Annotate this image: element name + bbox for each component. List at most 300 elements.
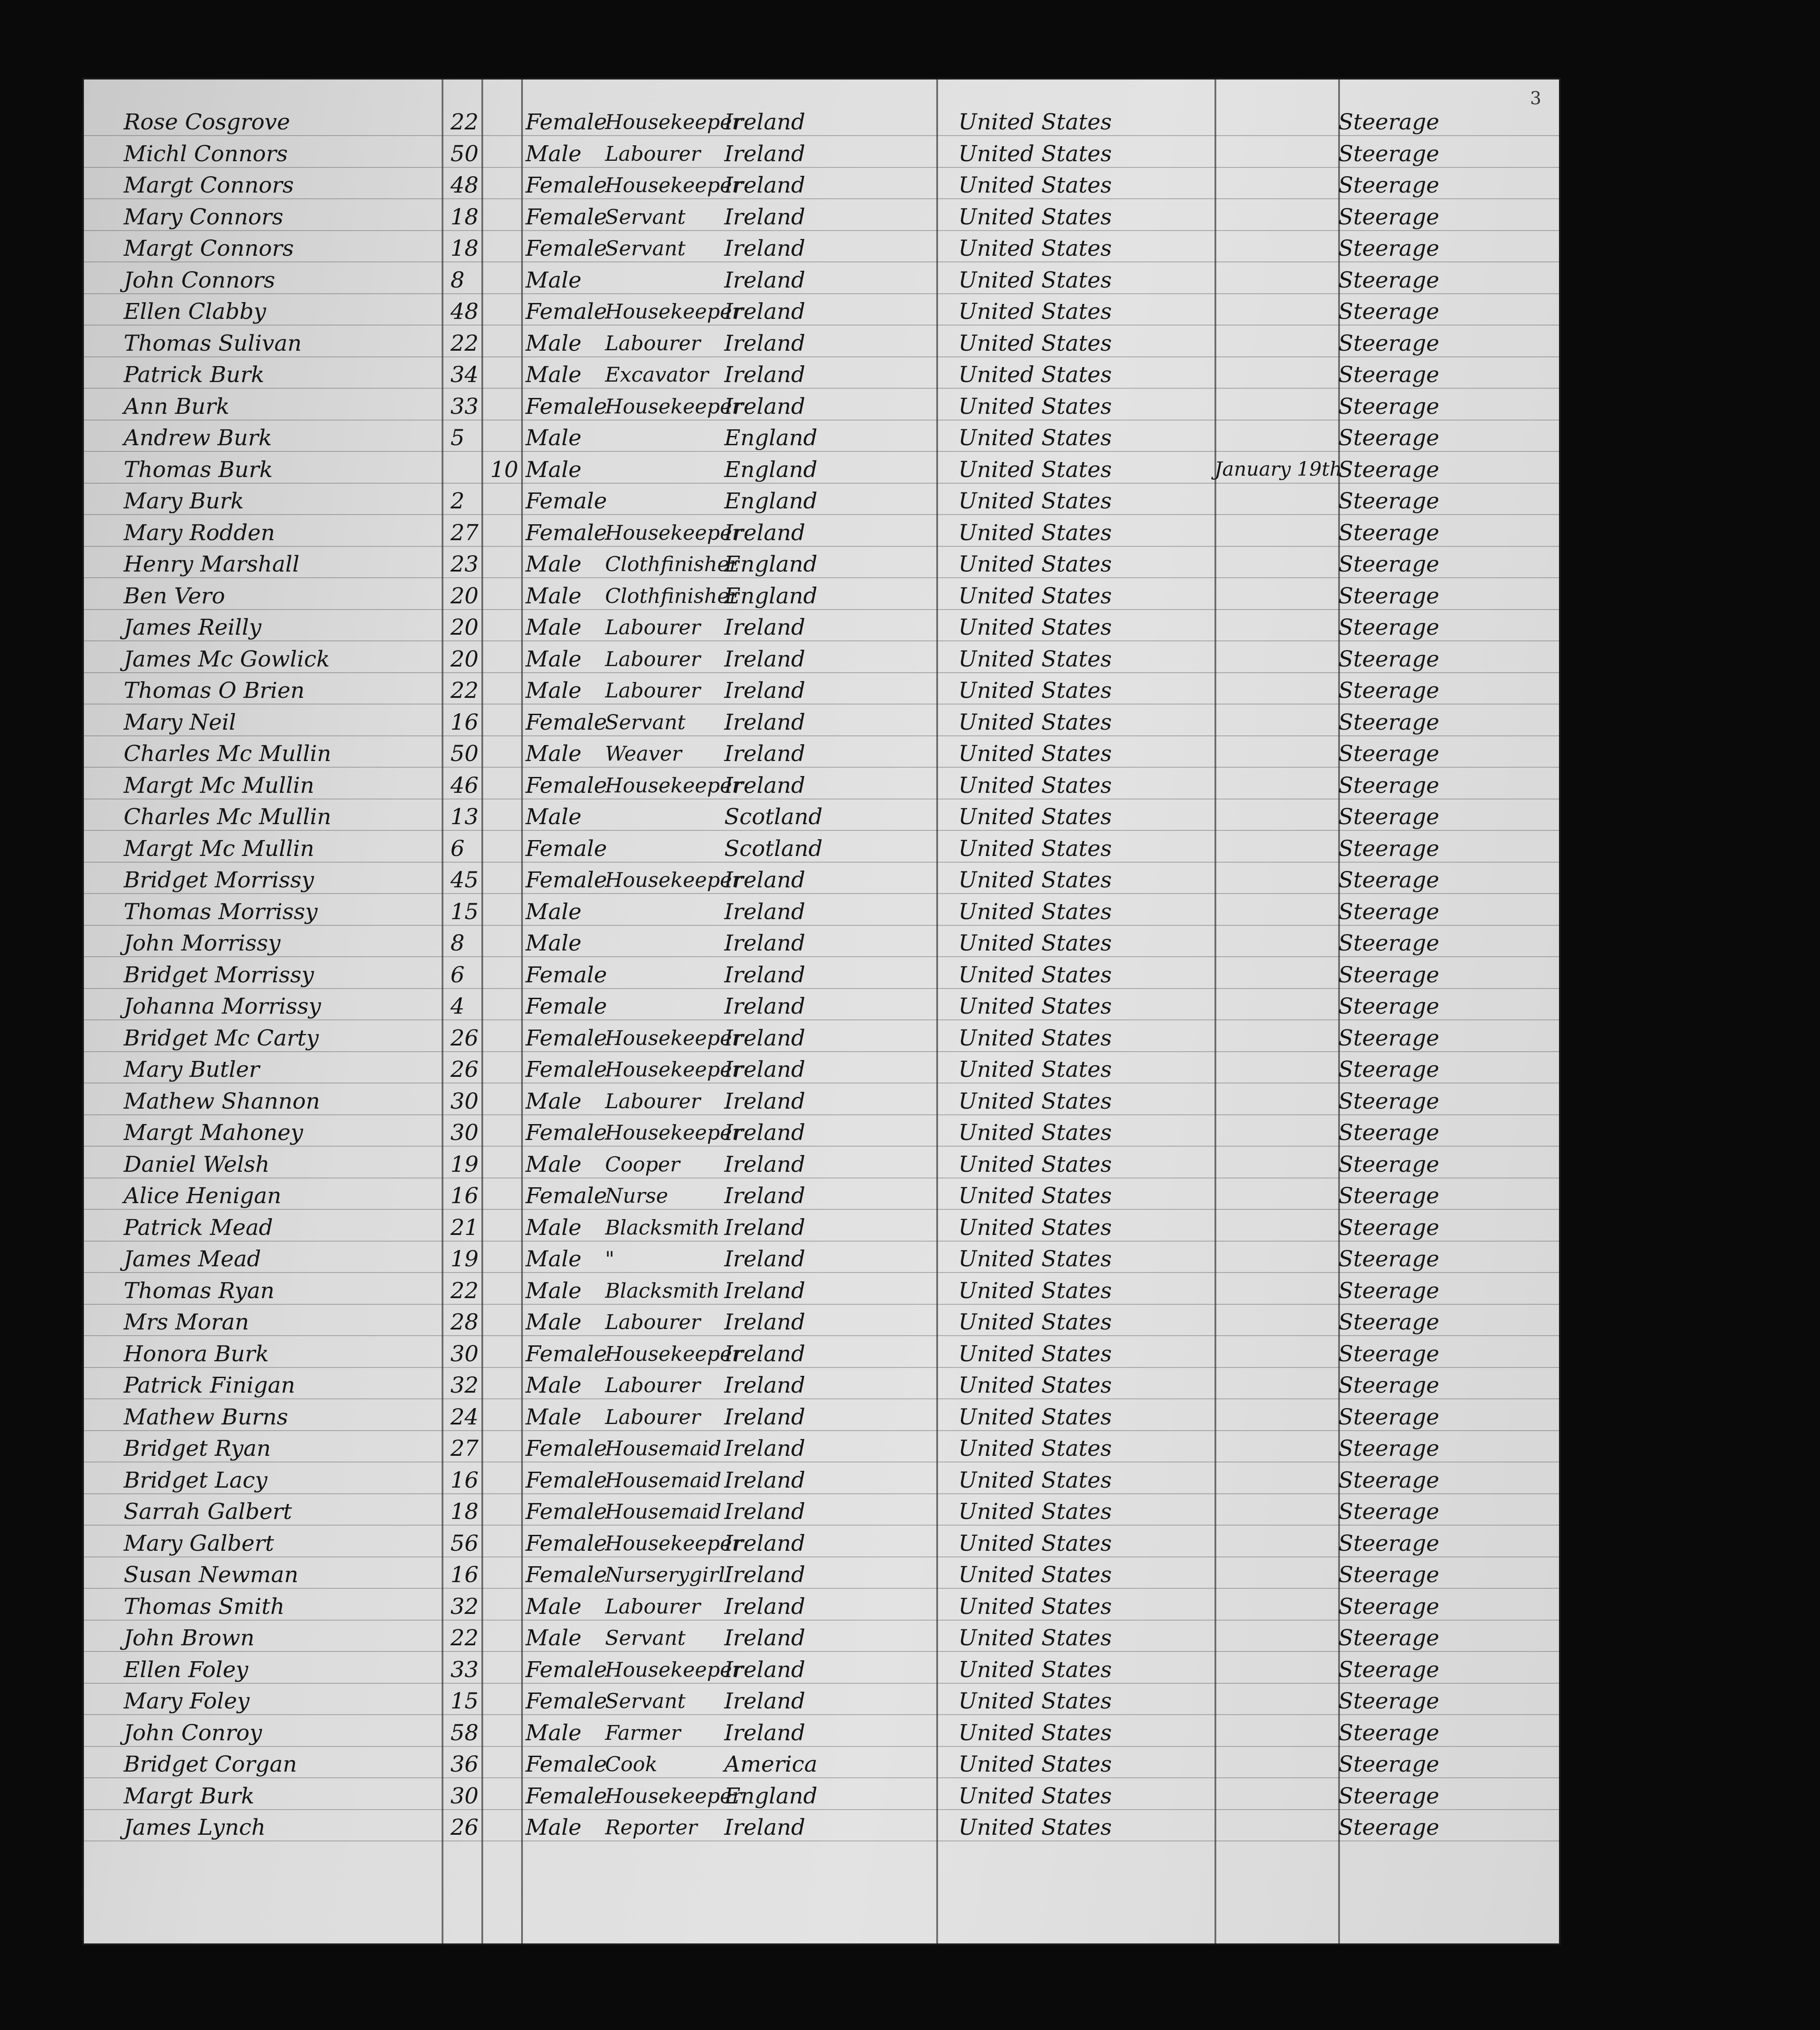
country-to-cell: United States xyxy=(958,1625,1112,1651)
class-cell: Steerage xyxy=(1338,330,1439,356)
country-from-cell: Ireland xyxy=(724,1277,806,1303)
sex-cell: Female xyxy=(526,204,607,230)
passenger-name-cell: Thomas Burk xyxy=(124,456,273,482)
country-from-cell: England xyxy=(724,425,817,451)
sex-cell: Male xyxy=(526,1372,582,1398)
country-to-cell: United States xyxy=(958,772,1112,798)
age-cell: 28 xyxy=(450,1309,479,1335)
ruled-line xyxy=(84,198,1559,199)
table-row xyxy=(84,295,1559,327)
ruled-line xyxy=(84,167,1559,168)
table-row xyxy=(84,138,1559,170)
sex-cell: Male xyxy=(526,1625,582,1651)
class-cell: Steerage xyxy=(1338,267,1439,293)
country-to-cell: United States xyxy=(958,204,1112,230)
passenger-name-cell: Patrick Burk xyxy=(124,362,265,387)
sex-cell: Male xyxy=(526,930,582,956)
class-cell: Steerage xyxy=(1338,709,1439,735)
sex-cell: Female xyxy=(526,1688,607,1714)
occupation-cell: Housekeeper xyxy=(605,173,742,197)
country-to-cell: United States xyxy=(958,519,1112,545)
class-cell: Steerage xyxy=(1338,678,1439,703)
age-cell: 5 xyxy=(450,425,465,451)
age-cell: 22 xyxy=(450,109,479,135)
table-row xyxy=(84,327,1559,359)
country-from-cell: Ireland xyxy=(724,235,806,261)
ruled-line xyxy=(84,988,1559,989)
country-from-cell: England xyxy=(724,1783,817,1809)
ruled-line xyxy=(84,388,1559,389)
class-cell: Steerage xyxy=(1338,1593,1439,1619)
table-row xyxy=(84,1148,1559,1180)
passenger-name-cell: James Mead xyxy=(124,1246,261,1272)
class-cell: Steerage xyxy=(1338,1814,1439,1840)
sex-cell: Male xyxy=(526,614,582,640)
passenger-name-cell: Andrew Burk xyxy=(124,425,272,451)
age-cell: 15 xyxy=(450,898,479,924)
country-to-cell: United States xyxy=(958,1719,1112,1746)
class-cell: Steerage xyxy=(1338,772,1439,798)
passenger-name-cell: Mathew Shannon xyxy=(124,1088,320,1114)
sex-cell: Female xyxy=(526,172,607,198)
country-from-cell: England xyxy=(724,456,817,482)
occupation-cell: Labourer xyxy=(605,1594,700,1618)
class-cell: Steerage xyxy=(1338,1499,1439,1524)
country-to-cell: United States xyxy=(958,1341,1112,1367)
sex-cell: Male xyxy=(526,741,582,766)
ruled-line xyxy=(84,1809,1559,1810)
sex-cell: Female xyxy=(526,1499,607,1524)
country-to-cell: United States xyxy=(958,1688,1112,1714)
age-cell: 18 xyxy=(450,1499,479,1524)
ruled-line xyxy=(84,1525,1559,1526)
occupation-cell: Reporter xyxy=(605,1815,697,1839)
country-to-cell: United States xyxy=(958,993,1112,1019)
country-from-cell: Ireland xyxy=(724,109,806,135)
ruled-line xyxy=(84,767,1559,768)
class-cell: Steerage xyxy=(1338,1562,1439,1587)
country-to-cell: United States xyxy=(958,425,1112,451)
class-cell: Steerage xyxy=(1338,299,1439,324)
passenger-name-cell: Johanna Morrissy xyxy=(124,993,321,1019)
country-from-cell: Ireland xyxy=(724,1151,806,1177)
passenger-name-cell: Sarrah Galbert xyxy=(124,1499,292,1524)
passenger-name-cell: Ben Vero xyxy=(124,583,225,609)
age-cell: 26 xyxy=(450,1025,479,1051)
class-cell: Steerage xyxy=(1338,109,1439,135)
passenger-name-cell: Margt Mc Mullin xyxy=(124,835,314,861)
class-cell: Steerage xyxy=(1338,1277,1439,1303)
country-from-cell: Ireland xyxy=(724,519,806,545)
sex-cell: Male xyxy=(526,1088,582,1114)
passenger-name-cell: Daniel Welsh xyxy=(124,1151,270,1177)
class-cell: Steerage xyxy=(1338,1435,1439,1461)
passenger-name-cell: Mary Neil xyxy=(124,709,236,735)
table-row xyxy=(84,1622,1559,1654)
country-to-cell: United States xyxy=(958,898,1112,924)
class-cell: Steerage xyxy=(1338,1719,1439,1746)
table-row xyxy=(84,201,1559,233)
table-row xyxy=(84,1275,1559,1307)
country-to-cell: United States xyxy=(958,267,1112,293)
occupation-cell: " xyxy=(605,1247,615,1271)
class-cell: Steerage xyxy=(1338,993,1439,1019)
country-from-cell: Ireland xyxy=(724,1688,806,1714)
passenger-name-cell: Charles Mc Mullin xyxy=(124,741,331,766)
occupation-cell: Housekeeper xyxy=(605,1026,742,1050)
age-cell: 16 xyxy=(450,1562,479,1587)
occupation-cell: Housemaid xyxy=(605,1468,722,1492)
table-row xyxy=(84,643,1559,675)
age-cell: 2 xyxy=(450,488,465,514)
passenger-name-cell: John Connors xyxy=(124,267,275,293)
passenger-name-cell: Margt Mc Mullin xyxy=(124,772,314,798)
country-to-cell: United States xyxy=(958,678,1112,703)
ruled-line xyxy=(84,672,1559,673)
sex-cell: Male xyxy=(526,140,582,167)
country-from-cell: America xyxy=(724,1751,817,1777)
occupation-cell: Housekeeper xyxy=(605,1057,742,1081)
class-cell: Steerage xyxy=(1338,804,1439,829)
passenger-name-cell: Thomas Smith xyxy=(124,1593,285,1619)
age-cell: 46 xyxy=(450,772,479,798)
passenger-name-cell: Henry Marshall xyxy=(124,551,299,577)
country-to-cell: United States xyxy=(958,804,1112,829)
country-to-cell: United States xyxy=(958,1814,1112,1840)
occupation-cell: Housekeeper xyxy=(605,1657,742,1682)
age-cell: 50 xyxy=(450,140,479,167)
table-row xyxy=(84,1369,1559,1401)
passenger-name-cell: Michl Connors xyxy=(124,140,288,167)
ruled-line xyxy=(84,483,1559,484)
occupation-cell: Housekeeper xyxy=(605,1531,742,1555)
sex-cell: Female xyxy=(526,299,607,324)
passenger-name-cell: Thomas O Brien xyxy=(124,678,305,703)
sex-cell: Female xyxy=(526,109,607,135)
passenger-name-cell: James Reilly xyxy=(124,614,261,640)
sex-cell: Female xyxy=(526,962,607,988)
ruled-line xyxy=(84,830,1559,831)
ruled-line xyxy=(84,893,1559,894)
occupation-cell: Blacksmith xyxy=(605,1278,720,1303)
country-from-cell: Ireland xyxy=(724,1656,806,1682)
passenger-name-cell: Thomas Sulivan xyxy=(124,330,302,356)
sex-cell: Male xyxy=(526,1277,582,1303)
age-cell: 16 xyxy=(450,1183,479,1208)
country-from-cell: Ireland xyxy=(724,709,806,735)
passenger-name-cell: Bridget Corgan xyxy=(124,1751,297,1777)
ruled-line xyxy=(84,1114,1559,1115)
country-from-cell: England xyxy=(724,583,817,609)
country-from-cell: Scotland xyxy=(724,804,823,829)
table-row xyxy=(84,1717,1559,1749)
ruled-line xyxy=(84,1588,1559,1589)
ruled-line xyxy=(84,609,1559,610)
country-from-cell: Ireland xyxy=(724,772,806,798)
ruled-line xyxy=(84,451,1559,452)
sex-cell: Female xyxy=(526,772,607,798)
table-row xyxy=(84,264,1559,296)
ruled-line xyxy=(84,1272,1559,1273)
country-to-cell: United States xyxy=(958,930,1112,956)
country-to-cell: United States xyxy=(958,235,1112,261)
sex-cell: Female xyxy=(526,235,607,261)
occupation-cell: Clothfinisher xyxy=(605,583,739,608)
table-row xyxy=(84,1464,1559,1496)
occupation-cell: Housekeeper xyxy=(605,1341,742,1366)
country-to-cell: United States xyxy=(958,741,1112,766)
occupation-cell: Housekeeper xyxy=(605,299,742,323)
passenger-name-cell: Bridget Lacy xyxy=(124,1467,268,1493)
passenger-name-cell: Margt Connors xyxy=(124,235,294,261)
ruled-line xyxy=(84,356,1559,357)
age-cell: 27 xyxy=(450,519,479,545)
passenger-name-cell: Bridget Morrissy xyxy=(124,962,314,988)
country-from-cell: Ireland xyxy=(724,1372,806,1398)
class-cell: Steerage xyxy=(1338,835,1439,861)
table-row xyxy=(84,833,1559,864)
class-cell: Steerage xyxy=(1338,1246,1439,1272)
country-from-cell: Ireland xyxy=(724,1025,806,1051)
occupation-cell: Labourer xyxy=(605,1373,700,1397)
country-to-cell: United States xyxy=(958,1372,1112,1398)
country-from-cell: Ireland xyxy=(724,1719,806,1746)
class-cell: Steerage xyxy=(1338,235,1439,261)
class-cell: Steerage xyxy=(1338,551,1439,577)
table-row xyxy=(84,1685,1559,1717)
ruled-line xyxy=(84,1304,1559,1305)
passenger-name-cell: John Morrissy xyxy=(124,930,281,956)
country-from-cell: Ireland xyxy=(724,867,806,893)
occupation-cell: Clothfinisher xyxy=(605,552,739,576)
passenger-name-cell: Bridget Ryan xyxy=(124,1435,271,1461)
occupation-cell: Blacksmith xyxy=(605,1215,720,1239)
occupation-cell: Labourer xyxy=(605,1310,700,1334)
age-cell: 16 xyxy=(450,1467,479,1493)
passenger-name-cell: Mathew Burns xyxy=(124,1404,288,1430)
sex-cell: Female xyxy=(526,1183,607,1208)
class-cell: Steerage xyxy=(1338,1025,1439,1051)
class-cell: Steerage xyxy=(1338,425,1439,451)
ruled-line xyxy=(84,293,1559,294)
sex-cell: Female xyxy=(526,1467,607,1493)
country-from-cell: England xyxy=(724,551,817,577)
table-row xyxy=(84,390,1559,422)
passenger-name-cell: Margt Connors xyxy=(124,172,294,198)
age-cell: 6 xyxy=(450,962,465,988)
ruled-line xyxy=(84,1746,1559,1747)
ruled-line xyxy=(84,1430,1559,1431)
sex-cell: Female xyxy=(526,1656,607,1682)
table-row xyxy=(84,1527,1559,1559)
country-from-cell: Ireland xyxy=(724,614,806,640)
sex-cell: Female xyxy=(526,1341,607,1367)
passenger-name-cell: Mrs Moran xyxy=(124,1309,249,1335)
table-row xyxy=(84,1780,1559,1812)
class-cell: Steerage xyxy=(1338,1404,1439,1430)
country-to-cell: United States xyxy=(958,456,1112,482)
table-row xyxy=(84,738,1559,769)
age-cell: 6 xyxy=(450,835,465,861)
occupation-cell: Housekeeper xyxy=(605,520,742,545)
passenger-name-cell: Patrick Finigan xyxy=(124,1372,295,1398)
age-cell: 20 xyxy=(450,583,479,609)
class-cell: Steerage xyxy=(1338,1530,1439,1556)
passenger-name-cell: Patrick Mead xyxy=(124,1214,273,1240)
age-cell: 56 xyxy=(450,1530,479,1556)
occupation-cell: Nurserygirl xyxy=(605,1563,725,1587)
class-cell: Steerage xyxy=(1338,1120,1439,1145)
occupation-cell: Housekeeper xyxy=(605,1121,742,1144)
passenger-name-cell: Mary Connors xyxy=(124,204,284,230)
country-from-cell: Ireland xyxy=(724,204,806,230)
country-from-cell: Ireland xyxy=(724,267,806,293)
occupation-cell: Cooper xyxy=(605,1152,680,1176)
country-from-cell: Ireland xyxy=(724,1562,806,1587)
class-cell: Steerage xyxy=(1338,1751,1439,1777)
age-cell: 18 xyxy=(450,235,479,261)
table-row xyxy=(84,1811,1559,1843)
occupation-cell: Labourer xyxy=(605,678,700,702)
country-from-cell: Ireland xyxy=(724,1499,806,1524)
country-from-cell: England xyxy=(724,488,817,514)
age-cell: 33 xyxy=(450,393,479,419)
age-cell: 19 xyxy=(450,1246,479,1272)
sex-cell: Male xyxy=(526,267,582,293)
occupation-cell: Housemaid xyxy=(605,1436,722,1460)
table-row xyxy=(84,169,1559,201)
country-to-cell: United States xyxy=(958,140,1112,167)
country-to-cell: United States xyxy=(958,1562,1112,1587)
passenger-name-cell: Thomas Ryan xyxy=(124,1277,275,1303)
country-from-cell: Ireland xyxy=(724,962,806,988)
sex-cell: Male xyxy=(526,678,582,703)
age-cell: 24 xyxy=(450,1404,479,1430)
occupation-cell: Housekeeper xyxy=(605,868,742,892)
sex-cell: Female xyxy=(526,393,607,419)
age-cell: 30 xyxy=(450,1120,479,1145)
country-from-cell: Ireland xyxy=(724,1057,806,1082)
occupation-cell: Servant xyxy=(605,710,686,734)
age-cell: 23 xyxy=(450,551,479,577)
occupation-cell: Housemaid xyxy=(605,1500,722,1523)
age-cell: 48 xyxy=(450,172,479,198)
class-cell: Steerage xyxy=(1338,646,1439,672)
table-row xyxy=(84,1432,1559,1464)
occupation-cell: Labourer xyxy=(605,647,700,671)
age-cell: 27 xyxy=(450,1435,479,1461)
ruled-line xyxy=(84,1209,1559,1210)
ruled-line xyxy=(84,640,1559,641)
age-cell: 22 xyxy=(450,1277,479,1303)
age-cell: 22 xyxy=(450,330,479,356)
class-cell: Steerage xyxy=(1338,488,1439,514)
ruled-line xyxy=(84,1367,1559,1368)
table-row xyxy=(84,1022,1559,1054)
country-from-cell: Ireland xyxy=(724,1530,806,1556)
occupation-cell: Servant xyxy=(605,1689,686,1713)
sex-cell: Female xyxy=(526,488,607,514)
sex-cell: Female xyxy=(526,1751,607,1777)
age-cell: 15 xyxy=(450,1688,479,1714)
ruled-line xyxy=(84,1019,1559,1020)
country-to-cell: United States xyxy=(958,614,1112,640)
passenger-name-cell: Mary Burk xyxy=(124,488,244,514)
country-from-cell: Ireland xyxy=(724,1120,806,1145)
sex-cell: Male xyxy=(526,1151,582,1177)
table-row xyxy=(84,359,1559,390)
table-row xyxy=(84,611,1559,643)
class-cell: Steerage xyxy=(1338,1057,1439,1082)
passenger-name-cell: Susan Newman xyxy=(124,1562,299,1587)
passenger-name-cell: Mary Foley xyxy=(124,1688,250,1714)
country-to-cell: United States xyxy=(958,1057,1112,1082)
class-cell: Steerage xyxy=(1338,140,1439,167)
sex-cell: Female xyxy=(526,519,607,545)
ruled-line xyxy=(84,862,1559,863)
occupation-cell: Labourer xyxy=(605,1405,700,1429)
sex-cell: Female xyxy=(526,1025,607,1051)
country-from-cell: Ireland xyxy=(724,993,806,1019)
country-to-cell: United States xyxy=(958,1120,1112,1145)
class-cell: Steerage xyxy=(1338,393,1439,419)
country-from-cell: Ireland xyxy=(724,1814,806,1840)
table-row xyxy=(84,1748,1559,1780)
occupation-cell: Labourer xyxy=(605,1089,700,1113)
age-cell: 20 xyxy=(450,614,479,640)
class-cell: Steerage xyxy=(1338,741,1439,766)
class-cell: Steerage xyxy=(1338,1625,1439,1651)
table-row xyxy=(84,1117,1559,1148)
table-row xyxy=(84,927,1559,959)
ruled-line xyxy=(84,135,1559,136)
class-cell: Steerage xyxy=(1338,583,1439,609)
ruled-line xyxy=(84,925,1559,926)
child-age-cell: 10 xyxy=(490,456,518,482)
ruled-line xyxy=(84,1683,1559,1684)
sex-cell: Male xyxy=(526,1246,582,1272)
age-cell: 34 xyxy=(450,362,479,387)
age-cell: 21 xyxy=(450,1214,479,1240)
passenger-name-cell: John Conroy xyxy=(124,1719,262,1746)
class-cell: Steerage xyxy=(1338,1656,1439,1682)
sex-cell: Female xyxy=(526,1562,607,1587)
country-to-cell: United States xyxy=(958,1183,1112,1208)
ruled-line xyxy=(84,956,1559,957)
country-to-cell: United States xyxy=(958,488,1112,514)
occupation-cell: Housekeeper xyxy=(605,394,742,418)
country-to-cell: United States xyxy=(958,551,1112,577)
sex-cell: Male xyxy=(526,456,582,482)
ruled-line xyxy=(84,1051,1559,1052)
ruled-line xyxy=(84,261,1559,262)
sex-cell: Female xyxy=(526,709,607,735)
ruled-line xyxy=(84,1241,1559,1242)
class-cell: Steerage xyxy=(1338,456,1439,482)
sex-cell: Female xyxy=(526,1120,607,1145)
page-mark: 3 xyxy=(1530,88,1541,109)
class-cell: Steerage xyxy=(1338,204,1439,230)
table-row xyxy=(84,485,1559,517)
ruled-line xyxy=(84,577,1559,578)
occupation-cell: Labourer xyxy=(605,141,700,166)
sex-cell: Male xyxy=(526,1214,582,1240)
age-cell: 19 xyxy=(450,1151,479,1177)
table-row xyxy=(84,1591,1559,1622)
class-cell: Steerage xyxy=(1338,1467,1439,1493)
age-cell: 8 xyxy=(450,930,465,956)
occupation-cell: Labourer xyxy=(605,615,700,639)
